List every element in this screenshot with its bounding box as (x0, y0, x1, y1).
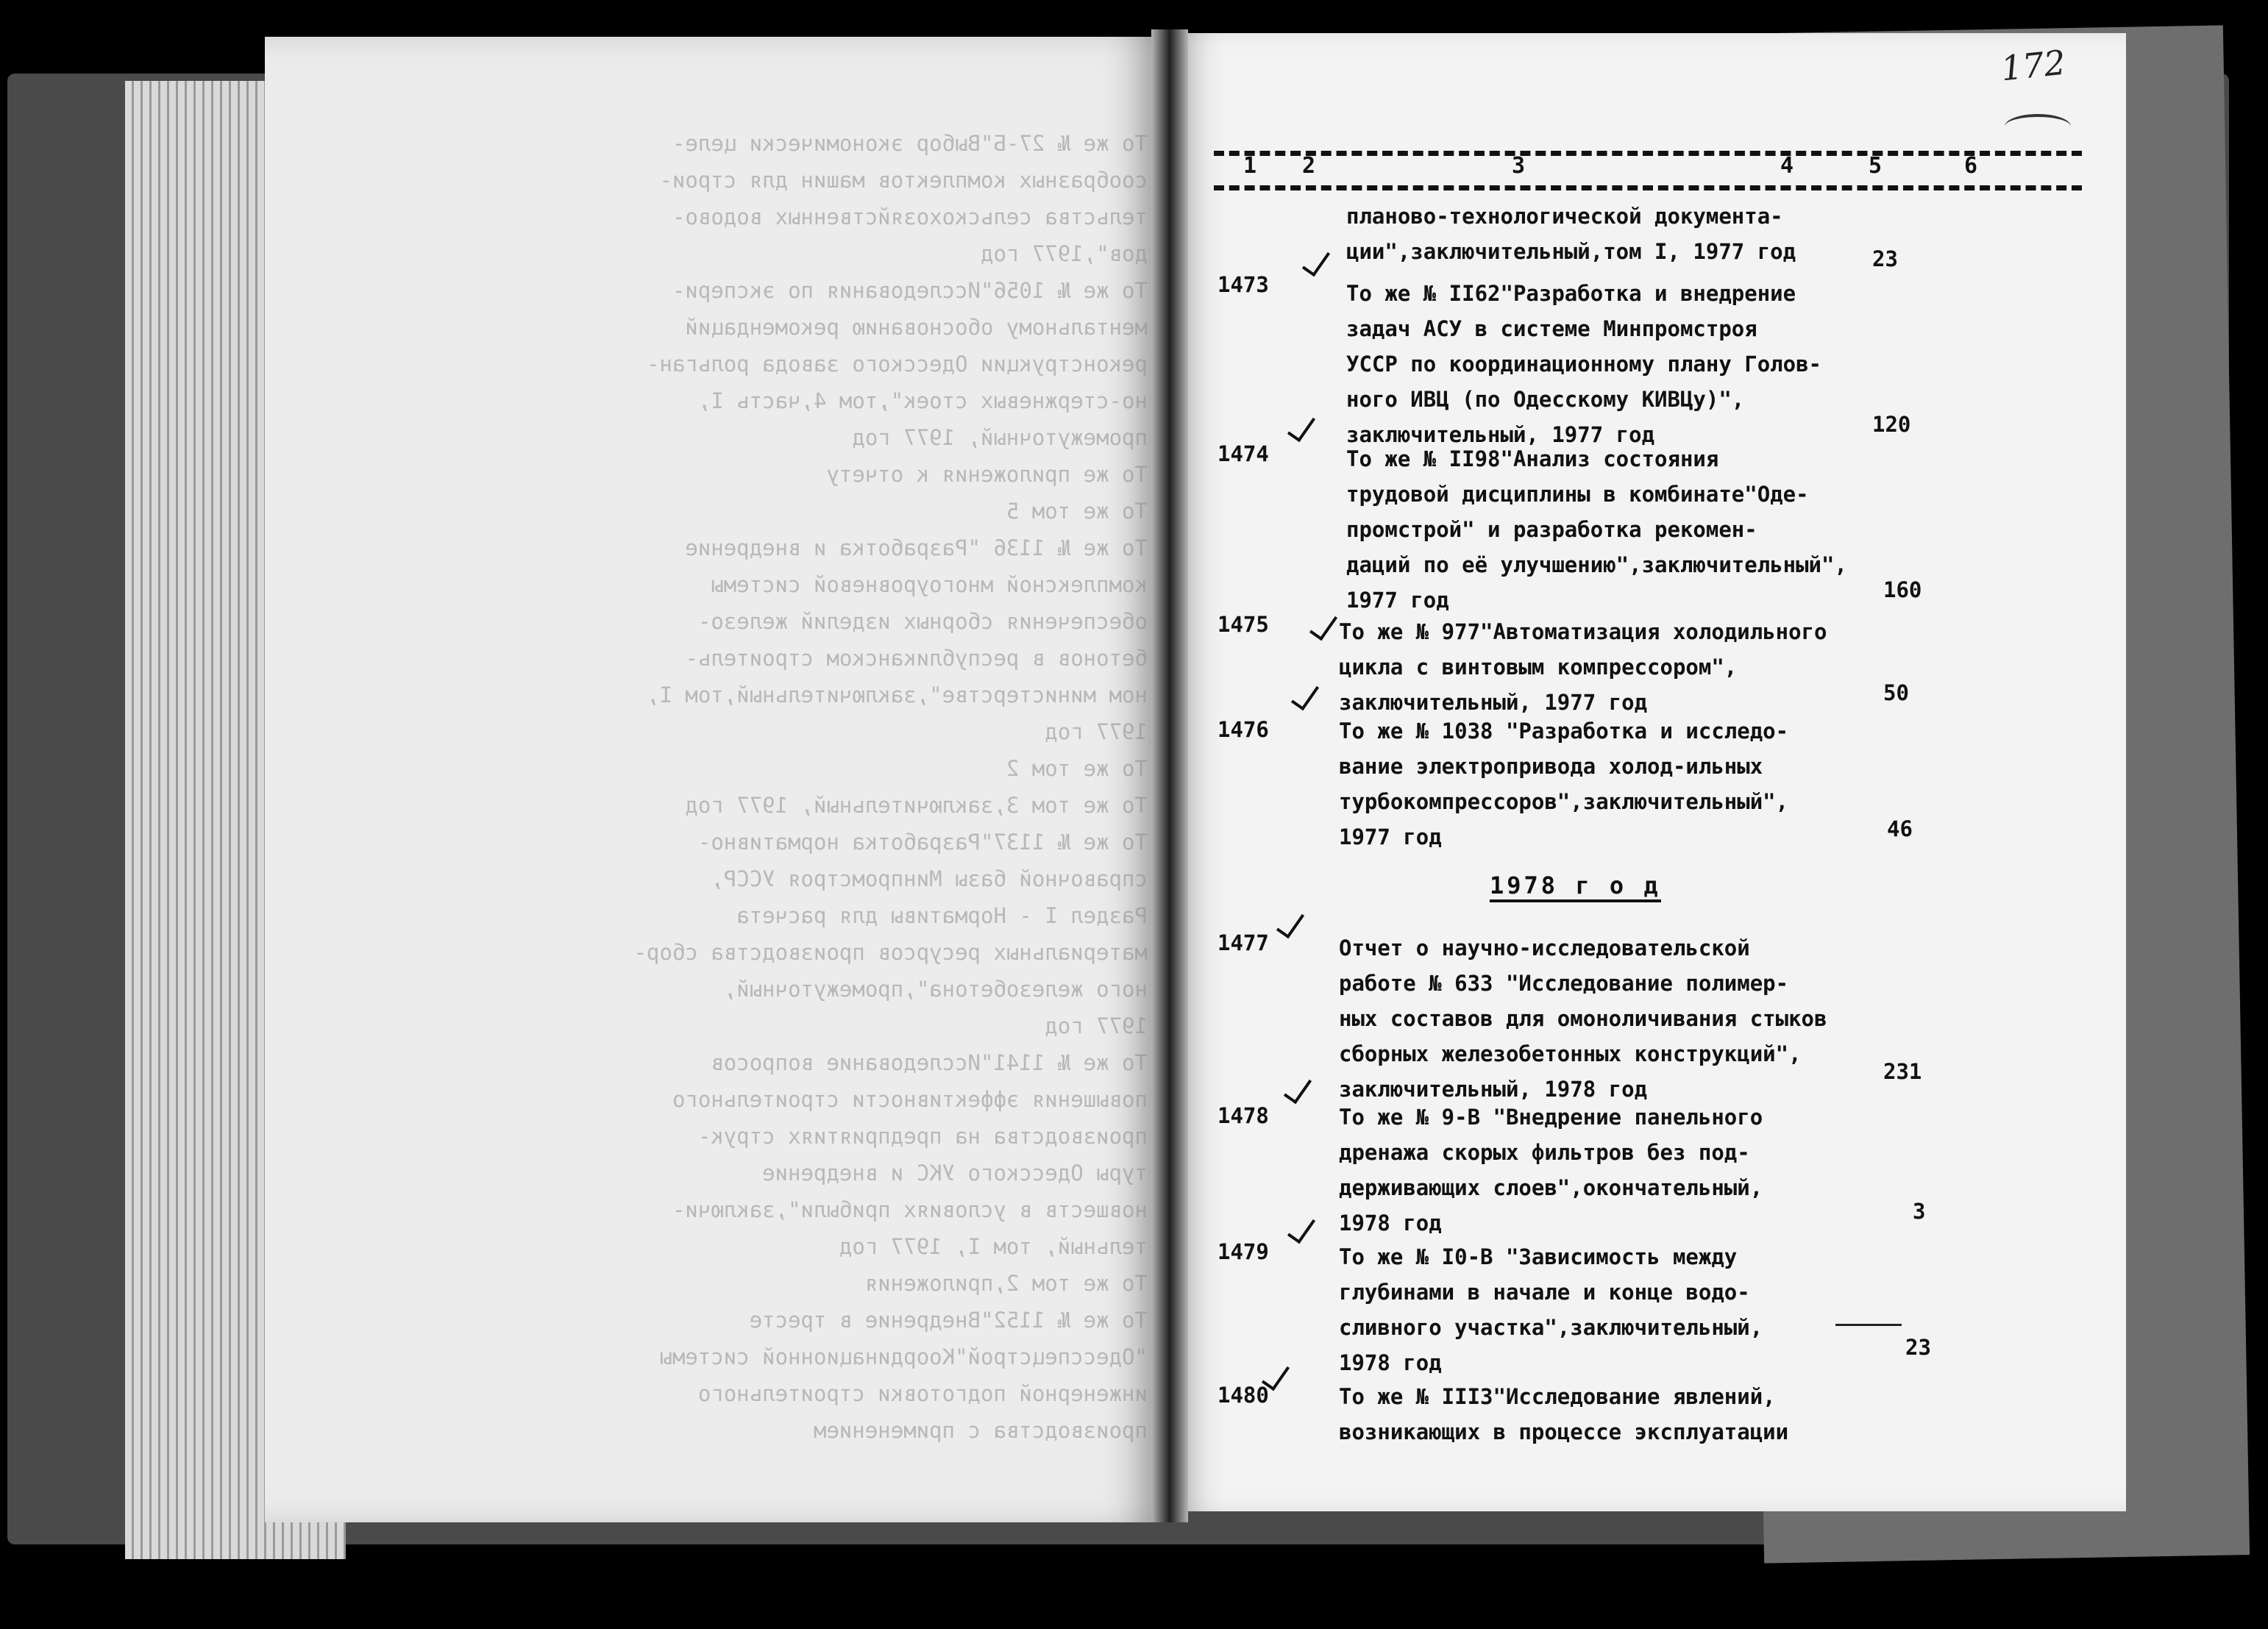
year-heading: 1978 г о д (1490, 871, 1661, 902)
entry-pages: 23 (1905, 1335, 1931, 1360)
entry-pages: 120 (1872, 412, 1911, 437)
entry-pages: 23 (1872, 246, 1898, 271)
entry-pages: 50 (1883, 680, 1909, 705)
entry-text: То же № 9-В "Внедрение панельного дренажа скорых фильтров без под- держивающих слоев",окончательный, 1978 год (1339, 1105, 1763, 1236)
entry-number: 1478 (1217, 1103, 1269, 1128)
column-header-5: 5 (1869, 153, 1883, 179)
entry-text: Отчет о научно-исследовательской работе № 633 "Исследование полимер- ных составов для омоноличивания стыков сборных железобетонных конструкций", заключительный, 1978 год (1339, 935, 1827, 1102)
bleed-through-line: 1977 год (1045, 1013, 1148, 1038)
entry-number: 1475 (1217, 612, 1269, 637)
bleed-through-line: То же № 1137"Разработка нормативно- (697, 830, 1148, 855)
bleed-through-line: То же том 3,заключительный, 1977 год (685, 793, 1148, 818)
bleed-through-line: бетонов в республиканском строитель- (685, 646, 1148, 671)
entry-number: 1473 (1217, 272, 1269, 297)
entry-text: То же № 1038 "Разработка и исследо- вание электропривода холод-ильных турбокомпрессоров",заключительный", 1977 год (1339, 719, 1789, 849)
bleed-through-line: комплексной многоуровневой системы (711, 572, 1148, 597)
archive-page-number-underline (2005, 114, 2071, 139)
bleed-through-line: инженерной подготовки строительного (697, 1381, 1148, 1406)
entry-text: То же № II98"Анализ состояния трудовой дисциплины в комбинате"Оде- промстрой" и разработка рекомен- даций по её улучшению",заключительный", 1977 год (1346, 446, 1847, 613)
entry-text: планово-технологической документа- ции",заключительный,том I, 1977 год (1346, 204, 1796, 264)
table-border-header (1214, 185, 2082, 190)
entry-text: То же № II62"Разработка и внедрение задач АСУ в системе Минпромстроя УССР по координационному плану Голов- ного ИВЦ (по Одесскому КИВЦу)", заключительный, 1977 год (1346, 281, 1822, 447)
bleed-through-line: дов",1977 год (981, 241, 1148, 266)
bleed-through-line: материальных ресурсов производства сбор- (633, 940, 1148, 965)
left-page (265, 37, 1170, 1522)
bleed-through-line: промежуточный, 1977 год (852, 425, 1148, 450)
bleed-through-line: То же № 1141"Исследование вопросов (711, 1050, 1148, 1075)
column-header-3: 3 (1512, 153, 1526, 179)
entry-number: 1476 (1217, 717, 1269, 742)
bleed-through-line: ном министерстве",заключительный,том I, (647, 682, 1148, 707)
bleed-through-line: То же № 27-Б"Выбор экономически целе- (672, 131, 1148, 156)
entry-pages: 3 (1913, 1199, 1926, 1224)
bleed-through-line: ментальному обоснованию рекомендаций (685, 315, 1148, 340)
bleed-through-line: То же № 1056"Исследования по экспери- (672, 278, 1148, 303)
bleed-through-line: Раздел I - Нормативы для расчета (736, 903, 1148, 928)
bleed-through-line: реконструкции Одесского завода рольган- (647, 352, 1148, 377)
table-border-top (1214, 151, 2082, 156)
bleed-through-line: производства на предприятиях струк- (697, 1124, 1148, 1149)
bleed-through-line: То же № 1152"Внедрение в тресте (749, 1308, 1148, 1333)
bleed-through-text (302, 125, 1148, 1559)
entry-number: 1479 (1217, 1239, 1269, 1264)
bleed-through-line: производства с применением (814, 1418, 1148, 1443)
bleed-through-line: справочной базы Минпромстроя УССР, (711, 866, 1148, 891)
column-header-2: 2 (1302, 153, 1316, 179)
bleed-through-line: То же № 1136 "Разработка и внедрение (685, 535, 1148, 560)
bleed-through-line: тельный, том I, 1977 год (839, 1234, 1148, 1259)
archive-page-number: 172 (1999, 42, 2068, 89)
column-header-1: 1 (1243, 153, 1257, 179)
entry-number: 1477 (1217, 930, 1269, 955)
bleed-through-line: То же приложения к отчету (826, 462, 1148, 487)
bleed-through-line: повышения эффективности строительного (672, 1087, 1148, 1112)
entry-pages: 46 (1887, 816, 1913, 841)
bleed-through-line: "Одесспецстрой"Координационной системы (659, 1344, 1148, 1369)
bleed-through-line: сообразных комплектов машин для строи- (659, 168, 1148, 193)
pencil-mark (1835, 1324, 1902, 1326)
entry-pages: 231 (1883, 1059, 1922, 1084)
bleed-through-line: тельства сельскохозяйственных водово- (672, 204, 1148, 229)
bleed-through-line: То же том 2 (1006, 756, 1148, 781)
bleed-through-line: новшеств в условиях прибыли",заключи- (672, 1197, 1148, 1222)
bleed-through-line: То же том 5 (1006, 499, 1148, 524)
column-header-4: 4 (1780, 153, 1794, 179)
bleed-through-line: обеспечения сборных изделий железо- (697, 609, 1148, 634)
entry-text: То же № 977"Автоматизация холодильного цикла с винтовым компрессором", заключительный, 1977 год (1339, 619, 1827, 715)
entry-text: То же № I0-В "Зависимость между глубинами в начале и конце водо- сливного участка",заключительный, 1978 год (1339, 1244, 1763, 1375)
bleed-through-line: То же том 2,приложения (864, 1271, 1148, 1296)
entry-text: То же № III3"Исследование явлений, возникающих в процессе эксплуатации (1339, 1384, 1789, 1444)
entry-number: 1480 (1217, 1383, 1269, 1408)
entry-number: 1474 (1217, 441, 1269, 466)
bleed-through-line: 1977 год (1045, 719, 1148, 744)
entry-pages: 160 (1883, 577, 1922, 602)
bleed-through-line: ного железобетона",промежуточный, (723, 977, 1148, 1002)
book-spine (1151, 29, 1188, 1522)
bleed-through-line: туры Одесского УКС и внедрение (762, 1161, 1148, 1186)
bleed-through-line: но-стержневых стоек",том 4,часть I, (697, 388, 1148, 413)
column-header-6: 6 (1964, 153, 1978, 179)
